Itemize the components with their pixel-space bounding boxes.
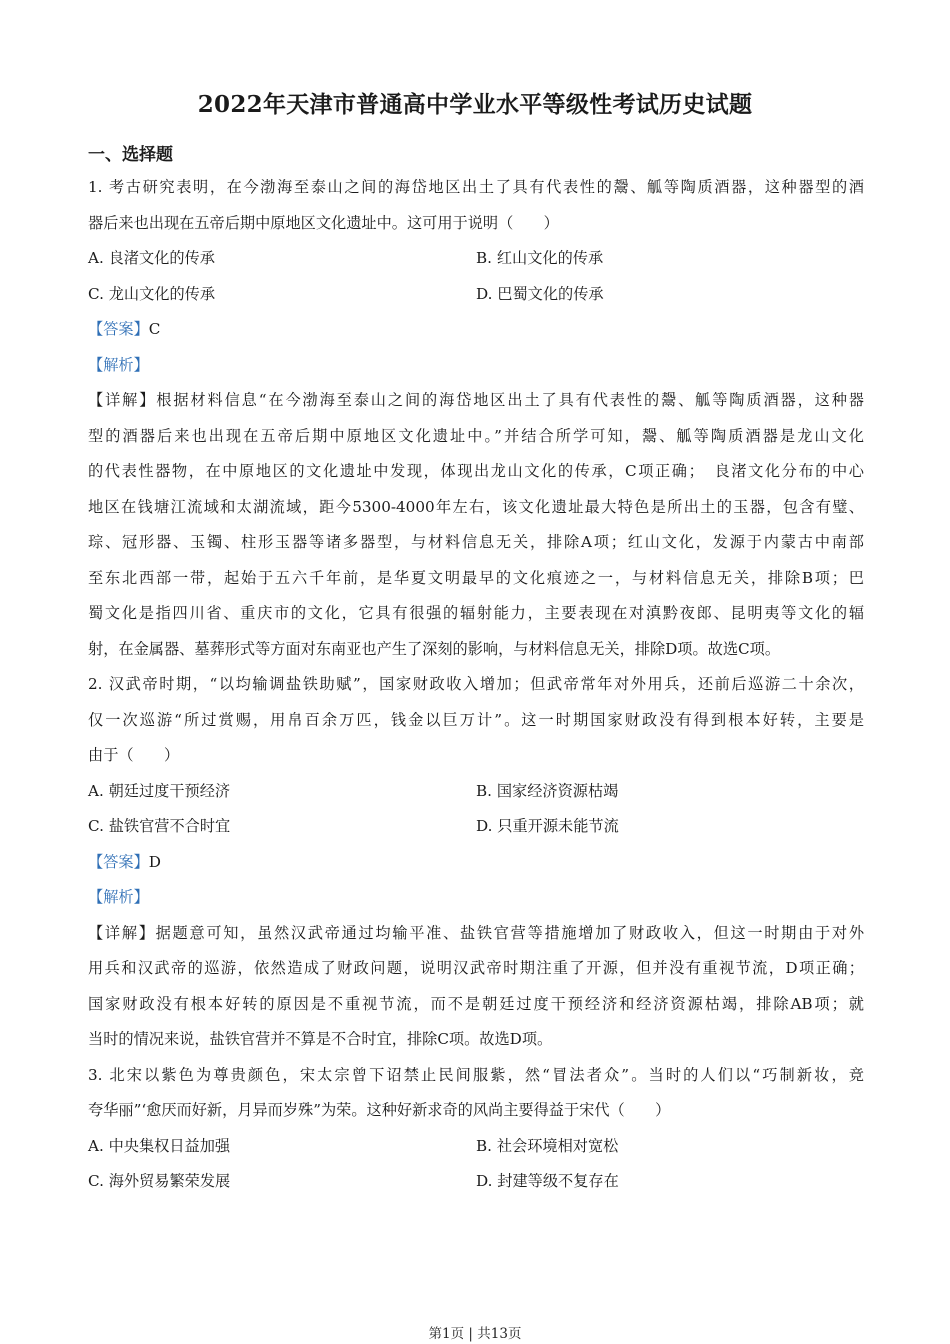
question-1-analysis-heading [88,348,864,384]
question-2 [88,667,864,1058]
exam-content [88,170,864,1200]
question-1 [88,170,864,667]
page-title: 2022年天津市普通高中学业水平等级性考试历史试题 [197,91,753,118]
answer-tag: 【答案】 [88,320,149,338]
question-1-detail-line-1: 【详解】根据材料信息“在今渤海至泰山之间的海岱地区出土了具有代表性的鬶、觚等陶质酒器，这种器 [88,391,864,409]
question-3-options-row-1 [88,1129,864,1165]
question-2-option-d: D. 只重开源未能节流 [476,817,619,835]
question-3-stem-line-1: 3. 北宋以紫色为尊贵颜色，宋太宗曾下诏禁止民间服紫，然“冒法者众”。当时的人们以“巧制新妆，竞 [88,1065,864,1084]
question-1-detail-line-4: 地区在钱塘江流域和太湖流域，距今5300-4000年左右，该文化遗址最大特色是所出土的玉器，包含有璧、 [88,497,864,516]
question-1-options-row-2 [88,277,864,313]
question-3-options-row-2 [88,1164,864,1200]
question-2-option-a: A. 朝廷过度干预经济 [88,781,231,800]
analysis-tag: 【解析】 [88,888,149,906]
section-heading: 一、选择题 [88,145,173,165]
question-1-detail-line-7: 蜀文化是指四川省、重庆市的文化，它具有很强的辐射能力，主要表现在对滇黔夜郎、昆明夷等文化的辐 [88,604,864,622]
answer-value: C [148,320,161,338]
question-1-option-d: D. 巴蜀文化的传承 [476,284,604,303]
question-2-options-row-1 [88,774,864,810]
question-1-option-b: B. 红山文化的传承 [476,249,604,267]
question-1-option-c: C. 龙山文化的传承 [88,284,216,303]
question-2-option-b: B. 国家经济资源枯竭 [476,781,619,800]
question-3 [88,1058,864,1200]
question-3-option-b: B. 社会环境相对宽松 [476,1136,619,1155]
question-3-option-c: C. 海外贸易繁荣发展 [88,1172,231,1190]
question-2-stem-line-2: 仅一次巡游“所过赏赐，用帛百余万匹，钱金以巨万计”。这一时期国家财政没有得到根本好转，主要是 [88,710,864,729]
question-1-detail-line-2: 型的酒器后来也出现在五帝后期中原地区文化遗址中。”并结合所学可知，鬶、觚等陶质酒器是龙山文化 [88,426,864,445]
question-1-stem-line-1: 1. 考古研究表明，在今渤海至泰山之间的海岱地区出土了具有代表性的鬶、觚等陶质酒器，这种器型的酒 [88,178,864,196]
page-footer: 第1页 | 共13页 [428,1326,522,1342]
analysis-tag: 【解析】 [88,355,149,374]
question-2-detail-line-3: 国家财政没有根本好转的原因是不重视节流，而不是朝廷过度干预经济和经济资源枯竭，排除AB项；就 [88,994,864,1013]
question-2-detail-line-2: 用兵和汉武帝的巡游，依然造成了财政问题，说明汉武帝时期注重了开源，但并没有重视节流，D项正确； [88,959,864,977]
answer-value: D [148,852,161,871]
question-3-option-d: D. 封建等级不复存在 [476,1172,619,1190]
question-1-detail-line-5: 琮、冠形器、玉镯、柱形玉器等诸多器型，与材料信息无关，排除A项；红山文化，发源于内蒙古中南部 [88,533,864,551]
question-2-detail-line-1: 【详解】据题意可知，虽然汉武帝通过均输平准、盐铁官营等措施增加了财政收入，但这一时期由于对外 [88,923,864,942]
question-2-detail-line-4: 当时的情况来说，盐铁官营并不算是不合时宜，排除C项。故选D项。 [88,1030,553,1048]
question-2-options-row-2 [88,809,864,845]
question-2-answer [88,845,864,881]
question-1-options-row-1 [88,241,864,277]
question-1-detail-line-8: 射，在金属器、墓葬形式等方面对东南亚也产生了深刻的影响，与材料信息无关，排除D项。故选C项。 [88,639,781,658]
question-3-option-a: A. 中央集权日益加强 [88,1136,231,1155]
question-2-analysis-heading [88,880,864,916]
question-1-detail-line-6: 至东北西部一带，起始于五六千年前，是华夏文明最早的文化痕迹之一，与材料信息无关，排除B项；巴 [88,568,864,587]
question-2-stem-line-3: 由于（ ） [88,746,180,764]
question-2-option-c: C. 盐铁官营不合时宜 [88,817,231,835]
answer-tag: 【答案】 [88,852,149,871]
question-1-answer [88,312,864,348]
question-1-stem-line-2: 器后来也出现在五帝后期中原地区文化遗址中。这可用于说明（ ） [88,213,559,232]
question-2-stem-line-1: 2. 汉武帝时期，“以均输调盐铁助赋”，国家财政收入增加；但武帝常年对外用兵，还前后巡游二十余次， [88,675,864,693]
question-3-stem-line-2: 夸华丽”‘愈厌而好新，月异而岁殊”为荣。这种好新求奇的风尚主要得益于宋代（ ） [88,1101,671,1119]
question-1-option-a: A. 良渚文化的传承 [88,249,215,267]
question-1-detail-line-3: 的代表性器物，在中原地区的文化遗址中发现，体现出龙山文化的传承，C项正确； 良渚文化分布的中心 [88,462,864,480]
